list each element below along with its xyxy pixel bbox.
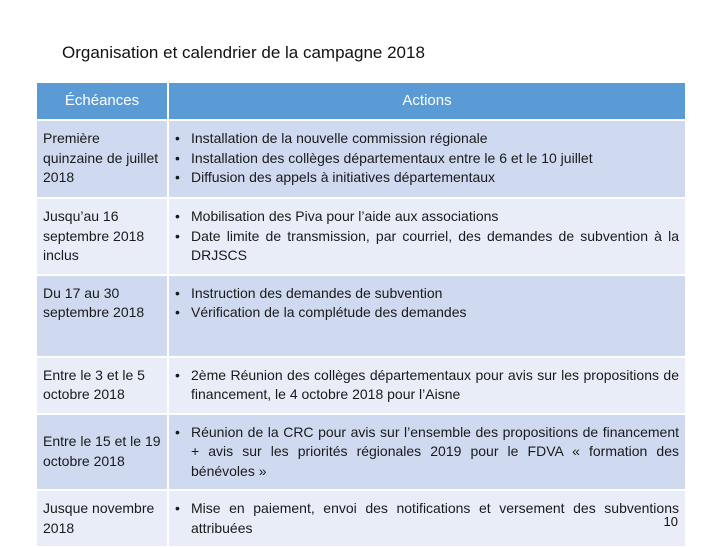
list-item: • Mobilisation des Piva pour l’aide aux associations <box>175 207 679 227</box>
actions-list <box>175 499 679 538</box>
bullet-icon: • <box>175 130 180 146</box>
list-item: • 2ème Réunion des collèges départementaux pour avis sur les propositions de financement, le 4 octobre 2018 pour l’Aisne <box>175 366 679 405</box>
slide-title: Organisation et calendrier de la campagne 2018 <box>62 43 425 62</box>
bullet-icon: • <box>175 366 180 383</box>
table-row <box>36 357 686 414</box>
list-item: • Mise en paiement, envoi des notifications et versement des subventions attribuées <box>175 499 679 538</box>
bullet-icon: • <box>175 227 180 244</box>
list-item: • Réunion de la CRC pour avis sur l’ensemble des propositions de financement + avis sur les priorités régionales 2019 pour le FDVA « formation des bénévoles » <box>175 423 679 482</box>
table-header-row <box>36 82 686 120</box>
deadline-cell: Jusque novembre 2018 <box>36 490 168 547</box>
table-row <box>36 120 686 198</box>
bullet-icon: • <box>175 169 180 185</box>
actions-cell <box>168 357 686 414</box>
table-row <box>36 414 686 491</box>
list-item: • Installation des collèges départementaux entre le 6 et le 10 juillet <box>175 149 679 169</box>
table-row <box>36 490 686 547</box>
column-header-actions: Actions <box>168 82 686 120</box>
actions-list <box>175 284 679 323</box>
actions-list <box>175 423 679 482</box>
actions-cell <box>168 120 686 198</box>
actions-list <box>175 207 679 266</box>
actions-cell <box>168 275 686 357</box>
schedule-table <box>36 82 686 547</box>
deadline-cell: Entre le 15 et le 19 octobre 2018 <box>36 414 168 491</box>
table-row <box>36 275 686 357</box>
bullet-icon: • <box>175 304 180 320</box>
list-item: • Date limite de transmission, par courriel, des demandes de subvention à la DRJSCS <box>175 227 679 266</box>
deadline-cell: Jusqu’au 16 septembre 2018 inclus <box>36 198 168 275</box>
actions-cell <box>168 198 686 275</box>
deadline-cell: Entre le 3 et le 5 octobre 2018 <box>36 357 168 414</box>
actions-cell <box>168 414 686 491</box>
actions-list <box>175 129 679 188</box>
list-item: • Diffusion des appels à initiatives départementaux <box>175 168 679 188</box>
bullet-icon: • <box>175 149 180 166</box>
list-item: • Instruction des demandes de subvention <box>175 284 679 304</box>
column-header-deadlines: Échéances <box>36 82 168 120</box>
list-item: • Vérification de la complétude des demandes <box>175 303 679 323</box>
bullet-icon: • <box>175 208 180 224</box>
deadline-cell: Du 17 au 30 septembre 2018 <box>36 275 168 357</box>
actions-list <box>175 366 679 405</box>
table-row <box>36 198 686 275</box>
bullet-icon: • <box>175 284 180 301</box>
bullet-icon: • <box>175 423 180 440</box>
actions-cell <box>168 490 686 547</box>
list-item: • Installation de la nouvelle commission régionale <box>175 129 679 149</box>
page-number: 10 <box>663 514 678 529</box>
deadline-cell: Première quinzaine de juillet 2018 <box>36 120 168 198</box>
bullet-icon: • <box>175 500 180 516</box>
